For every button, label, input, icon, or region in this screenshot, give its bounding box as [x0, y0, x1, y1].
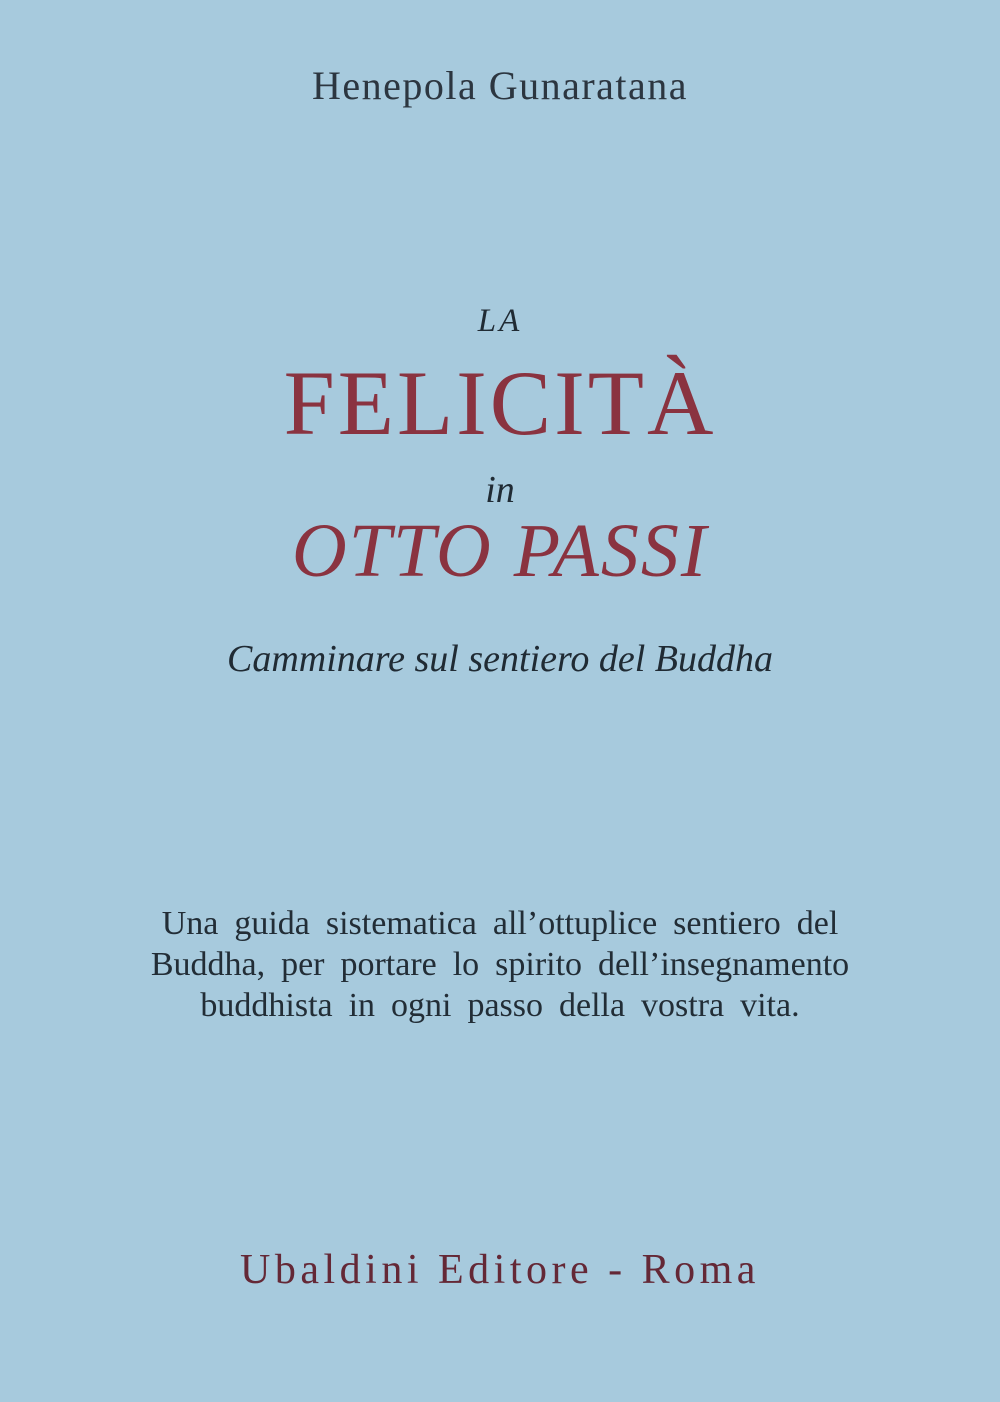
- publisher-imprint: Ubaldini Editore - Roma: [240, 1247, 760, 1293]
- description-line: buddhista in ogni passo della vostra vita.: [200, 987, 800, 1024]
- title-connector: in: [485, 469, 515, 511]
- title-main: FELICITÀ: [283, 352, 717, 454]
- description-line: Buddha, per portare lo spirito dell’insegnamento: [150, 946, 850, 983]
- description-line: Una guida sistematica all’ottuplice sentiero del: [161, 905, 839, 942]
- title-article: LA: [477, 303, 523, 339]
- description: [0, 903, 1000, 1026]
- author-name: Henepola Gunaratana: [311, 63, 689, 108]
- subtitle: Camminare sul sentiero del Buddha: [226, 638, 774, 680]
- title-secondary: OTTO PASSI: [291, 509, 709, 593]
